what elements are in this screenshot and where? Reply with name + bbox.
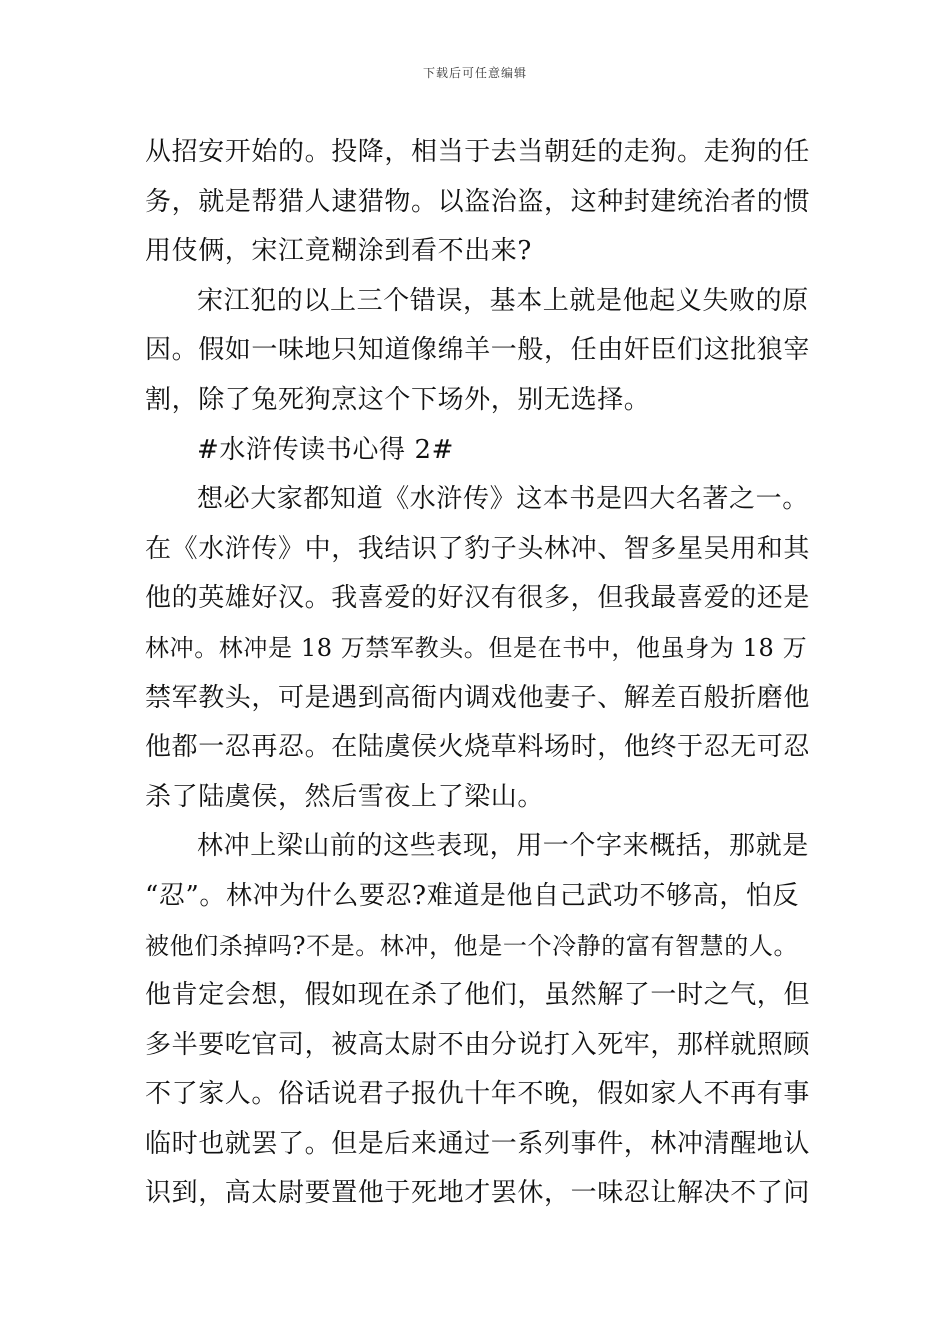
text-line: 因。假如一味地只知道像绵羊一般，任由奸臣们这批狼宰 [145, 335, 811, 366]
text-line: 想必大家都知道《水浒传》这本书是四大名著之一。 [197, 484, 809, 515]
text-line: 临时也就罢了。但是后来通过一系列事件，林冲清醒地认 [145, 1128, 811, 1159]
text-line: “忍”。林冲为什么要忍?难道是他自己武功不够高，怕反 [145, 880, 800, 911]
text-line: 宋江犯的以上三个错误，基本上就是他起义失败的原 [197, 285, 809, 316]
text-line: 他都一忍再忍。在陆虞侯火烧草料场时，他终于忍无可忍 [145, 732, 811, 763]
text-line: 他肯定会想，假如现在杀了他们，虽然解了一时之气，但 [145, 980, 811, 1011]
text-line: 禁军教头，可是遇到高衙内调戏他妻子、解差百般折磨他 [145, 682, 811, 713]
text-line: 用伎俩，宋江竟糊涂到看不出来? [145, 236, 532, 267]
page-header: 下载后可任意编辑 [422, 66, 527, 80]
text-line: 杀了陆虞侯，然后雪夜上了梁山。 [145, 781, 545, 812]
text-line: 割，除了兔死狗烹这个下场外，别无选择。 [145, 384, 651, 415]
document-body [145, 128, 810, 1219]
text-line: 从招安开始的。投降，相当于去当朝廷的走狗。走狗的任 [145, 137, 811, 167]
text-line: 务，就是帮猎人逮猎物。以盗治盗，这种封建统治者的惯 [145, 186, 811, 217]
section-heading: #水浒传读书心得 2# [197, 434, 454, 465]
text-line: 林冲。林冲是 18 万禁军教头。但是在书中，他虽身为 18 万 [145, 633, 808, 662]
text-line: 他的英雄好汉。我喜爱的好汉有很多，但我最喜爱的还是 [145, 583, 811, 614]
text-line: 在《水浒传》中，我结识了豹子头林冲、智多星吴用和其 [145, 533, 811, 564]
text-line: 识到，高太尉要置他于死地才罢休，一味忍让解决不了问 [145, 1178, 811, 1209]
text-line: 林冲上梁山前的这些表现，用一个字来概括，那就是 [197, 831, 809, 862]
text-line: 被他们杀掉吗?不是。林冲，他是一个冷静的富有智慧的人。 [145, 931, 799, 960]
text-line: 不了家人。俗话说君子报仇十年不晚，假如家人不再有事 [145, 1079, 811, 1110]
text-line: 多半要吃官司，被高太尉不由分说打入死牢，那样就照顾 [145, 1029, 811, 1060]
